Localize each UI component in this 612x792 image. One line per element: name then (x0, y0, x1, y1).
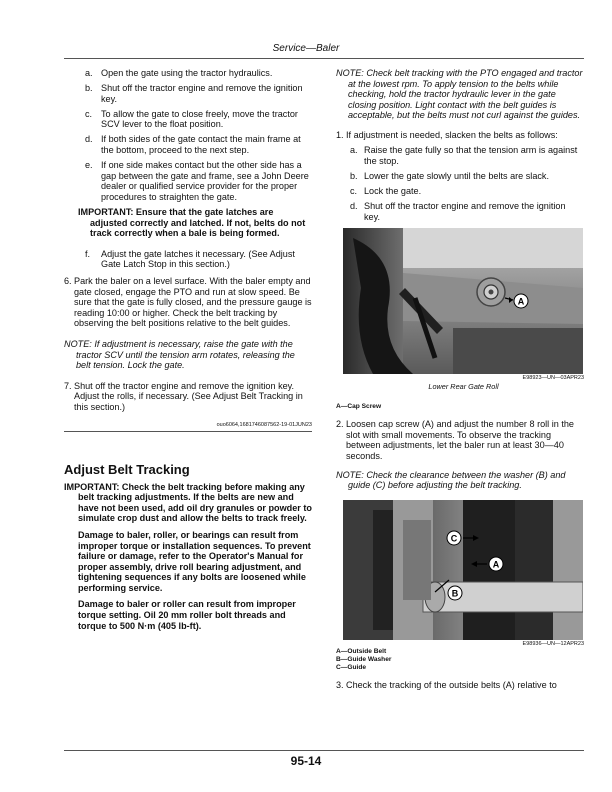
legend-guide: C—Guide (336, 663, 367, 671)
substep-a: a. Raise the gate fully so that the tension arm is against the stop. (350, 145, 578, 166)
step-c: c. To allow the gate to close freely, move the tractor SCV lever to the float position. (85, 108, 298, 130)
header-rule (64, 58, 584, 59)
legend-cap-screw: A—Cap Screw (336, 403, 382, 411)
reference-code: ouo6064,1681746087562-19-01JUN23 (216, 421, 312, 428)
step-a: a. Open the gate using the tractor hydraulics. (85, 68, 273, 78)
section-heading: Adjust Belt Tracking (64, 461, 190, 477)
step-e: e. If one side makes contact but the other side has a gap between the gate and frame, see a John Deere dealer or qualified service provider for the proper procedures to straighten the gate. (85, 160, 309, 202)
important-torque-setting: Damage to baler or roller can result from improper torque setting. Oil 20 mm roller bolt threads and torque to 500 N·m (405 lb-ft). (78, 599, 296, 631)
figure-caption-1: Lower Rear Gate Roll (428, 382, 499, 392)
note-adjustment: NOTE: If adjustment is necessary, raise the gate with the tractor SCV until the tension arm rotates, releasing the belt tension. Lock the gate. (64, 338, 295, 371)
page-header: Service—Baler (272, 43, 340, 54)
substep-b: b. Lower the gate slowly until the belts are slack. (350, 170, 550, 181)
gate-roll-photo (343, 228, 583, 374)
step-b: b. Shut off the tractor engine and remove the ignition key. (85, 83, 303, 104)
important-gate-latches: IMPORTANT: Ensure that the gate latches are adjusted correctly and latched. If not, belts do not track correctly when a bale is being formed. (78, 207, 306, 239)
legend-guide-washer: B—Guide Washer (336, 655, 392, 663)
step-f: f. Adjust the gate latches it necessary. (See Adjust Gate Latch Stop in this section.) (85, 248, 295, 270)
figure-code-1: E98923—UN—03APR23 (522, 375, 584, 382)
step-6: 6. Park the baler on a level surface. With the baler empty and gate closed, engage the PTO and run at slow speed. Be sure that the gate is fully closed, and the pressure gauge is reading 10:00 or higher. Check the belt tracking by observing the belt positions relative to the belt guides. (64, 276, 312, 329)
important-belt-tracking: IMPORTANT: Check the belt tracking before making any belt tracking adjustments. If the belts are new and have not been used, add oil dry granules or powder to simulate crop dust and allow the belts to track freely. (64, 481, 312, 524)
legend-2 (336, 648, 584, 672)
right-column (336, 68, 584, 695)
callout-a-1: A (517, 296, 525, 307)
step-7: 7. Shut off the tractor engine and remove the ignition key. Adjust the rolls, if necessary. (See Adjust Belt Tracking in this section.) (64, 380, 303, 412)
note-check-tracking: NOTE: Check belt tracking with the PTO engaged and tractor at the lowest rpm. To apply tension to the belts while checking, hold the tractor hydraulic lever in the gate closing position. Light contact with the belt guides is acceptable, but the belts must not curl against the guides. (336, 68, 583, 121)
figure-code-2: E98936—UN—12APR23 (522, 640, 584, 647)
step-3: 3. Check the tracking of the outside belts (A) relative to (336, 679, 557, 690)
step-d: d. If both sides of the gate contact the main frame at the bottom, proceed to the next step. (85, 134, 301, 156)
section-rule (64, 431, 312, 432)
footer-rule (64, 750, 584, 751)
note-clearance: NOTE: Check the clearance between the washer (B) and guide (C) before adjusting the belt tracking. (336, 469, 566, 491)
left-column (64, 68, 312, 631)
callout-b: B (451, 588, 459, 599)
step-2: 2. Loosen cap screw (A) and adjust the number 8 roll in the slot with small movements. To observe the tracking between adjustments, let the baler run at least 30—40 seconds. (336, 419, 574, 461)
page-number: 95-14 (290, 754, 322, 768)
figure-outside-belt (343, 500, 584, 648)
substep-c: c. Lock the gate. (350, 185, 422, 196)
figure-lower-rear-gate-roll (343, 228, 584, 391)
legend-1 (336, 403, 584, 411)
step-1: 1. If adjustment is needed, slacken the belts as follows: (336, 129, 558, 140)
important-torque-damage: Damage to baler, roller, or bearings can result from improper torque or installation sequences. To prevent failure or damage, refer to the Operator's Manual for proper assembly, drive roll bearing adjustment, and tightening sequences if any bolts are loosened while performing service. (78, 529, 311, 593)
legend-outside-belt: A—Outside Belt (336, 647, 387, 655)
callout-a-2: A (492, 559, 500, 570)
callout-c: C (450, 533, 458, 544)
substep-d: d. Shut off the tractor engine and remove the ignition key. (350, 200, 566, 222)
outside-belt-photo (343, 500, 583, 640)
